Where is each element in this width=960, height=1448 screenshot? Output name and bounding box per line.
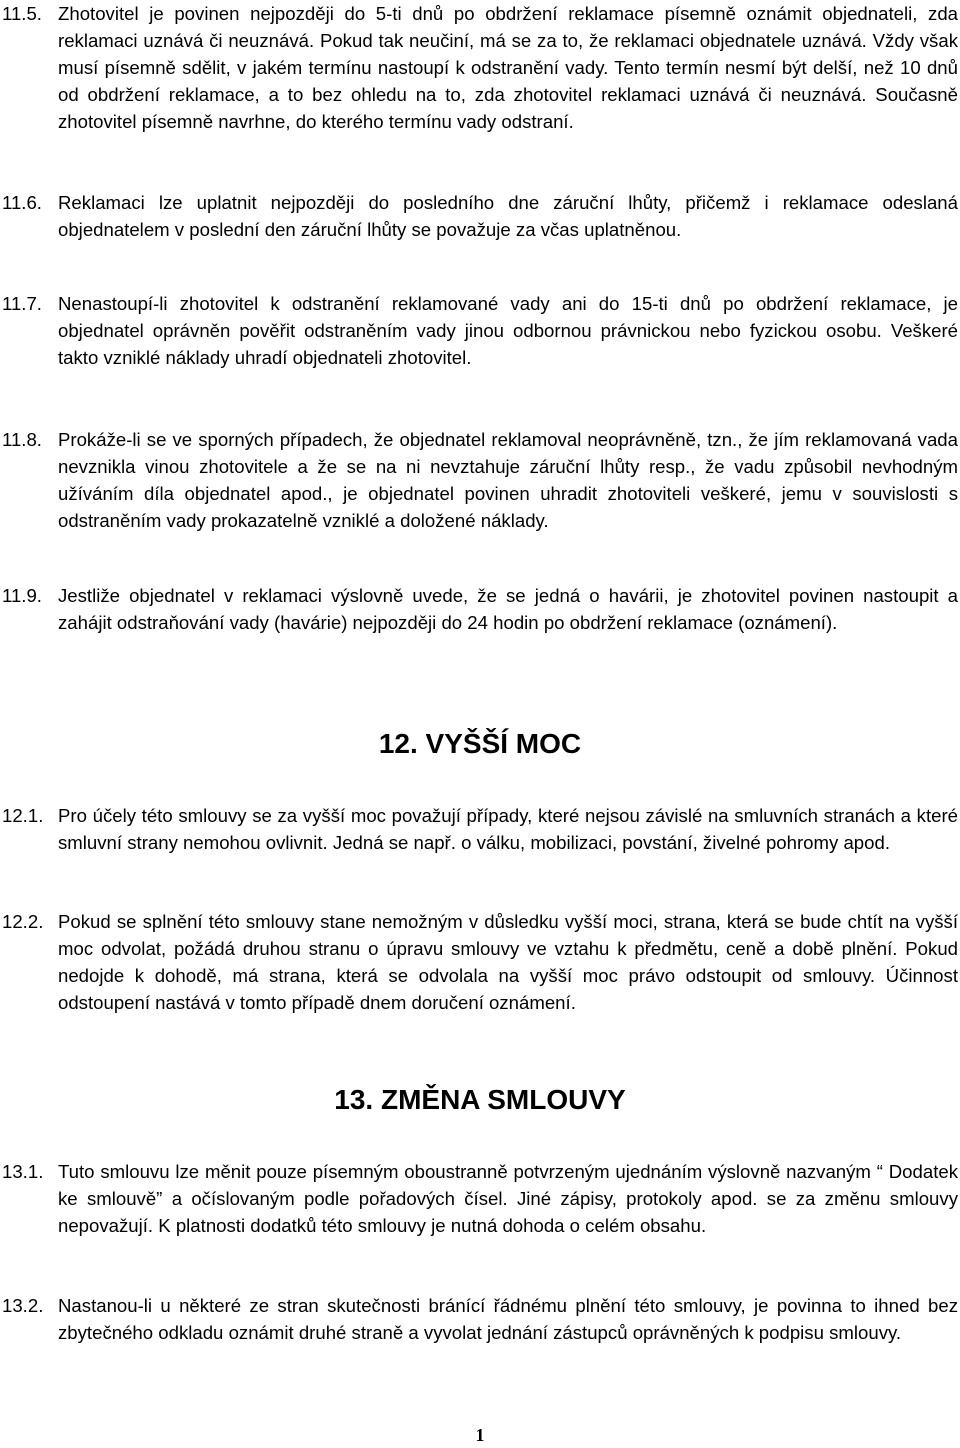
clause-text: Tuto smlouvu lze měnit pouze písemným oboustranně potvrzeným ujednáním výslovně nazvaným “ Dodatek ke smlouvě” a očíslovaným podle pořadových čísel. Jiné zápisy, protokoly apod. se za změnu smlouvy nepovažují. K platnosti dodatků této smlouvy je nutná dohoda o celém obsahu. xyxy=(58,1161,958,1236)
clause-11-9 xyxy=(0,582,960,636)
clause-text: Reklamaci lze uplatnit nejpozději do posledního dne záruční lhůty, přičemž i reklamace odeslaná objednatelem v poslední den záruční lhůty se považuje za včas uplatněnou. xyxy=(58,192,958,240)
clause-text: Pro účely této smlouvy se za vyšší moc považují případy, které nejsou závislé na smluvních stranách a které smluvní strany nemohou ovlivnit. Jedná se např. o válku, mobilizaci, povstání, živelné pohromy apod. xyxy=(58,805,958,853)
clause-11-7 xyxy=(0,290,960,371)
clause-text: Nastanou-li u některé ze stran skutečnosti bránící řádnému plnění této smlouvy, je povinna to ihned bez zbytečného odkladu oznámit druhé straně a vyvolat jednání zástupců oprávněných k podpisu smlouvy. xyxy=(58,1295,958,1343)
clause-text: Jestliže objednatel v reklamaci výslovně uvede, že se jedná o havárii, je zhotovitel povinen nastoupit a zahájit odstraňování vady (havárie) nejpozději do 24 hodin po obdržení reklamace (oznámení). xyxy=(58,585,958,633)
clause-text: Nenastoupí-li zhotovitel k odstranění reklamované vady ani do 15-ti dnů po obdržení reklamace, je objednatel oprávněn pověřit odstraněním vady jinou odbornou právnickou nebo fyzickou osobu. Veškeré takto vzniklé náklady uhradí objednateli zhotovitel. xyxy=(58,293,958,368)
clause-number: 11.5. xyxy=(2,3,42,24)
clause-11-8 xyxy=(0,426,960,534)
section-heading-13: 13. ZMĚNA SMLOUVY xyxy=(334,1084,626,1115)
clause-number: 11.6. xyxy=(2,192,42,213)
clause-number: 11.8. xyxy=(2,429,42,450)
clause-number: 11.9. xyxy=(2,585,42,606)
clause-13-1 xyxy=(0,1158,960,1239)
clause-12-2 xyxy=(0,908,960,1016)
clause-text: Prokáže-li se ve sporných případech, že objednatel reklamoval neoprávněně, tzn., že jím reklamovaná vada nevznikla vinou zhotovitele a že se na ni nevztahuje záruční lhůty resp., že vadu způsobil nevhodným užíváním díla objednatel apod., je objednatel povinen uhradit zhotoviteli veškeré, jemu v souvislosti s odstraněním vady prokazatelně vzniklé a doložené náklady. xyxy=(58,429,958,531)
clause-text: Zhotovitel je povinen nejpozději do 5-ti dnů po obdržení reklamace písemně oznámit objednateli, zda reklamaci uznává či neuznává. Pokud tak neučiní, má se za to, že reklamaci objednatele uznává. Vždy však musí písemně sdělit, v jakém termínu nastoupí k odstranění vady. Tento termín nesmí být delší, než 10 dnů od obdržení reklamace, a to bez ohledu na to, zda zhotovitel reklamaci uznává či neuznává. Současně zhotovitel písemně navrhne, do kterého termínu vady odstraní. xyxy=(58,3,958,132)
section-heading-12: 12. VYŠŠÍ MOC xyxy=(378,728,582,759)
clause-number: 12.1. xyxy=(2,805,44,826)
clause-number: 12.2. xyxy=(2,911,44,932)
clause-13-2 xyxy=(0,1292,960,1346)
clause-text: Pokud se splnění této smlouvy stane nemožným v důsledku vyšší moci, strana, která se bude chtít na vyšší moc odvolat, požádá druhou stranu o úpravu smlouvy ve vztahu k předmětu, ceně a době plnění. Pokud nedojde k dohodě, má strana, která se odvolala na vyšší moc právo odstoupit od smlouvy. Účinnost odstoupení nastává v tomto případě dnem doručení oznámení. xyxy=(58,911,958,1013)
clause-number: 13.1. xyxy=(2,1161,44,1182)
clause-number: 11.7. xyxy=(2,293,42,314)
clause-11-6 xyxy=(0,189,960,243)
clause-11-5 xyxy=(0,0,960,135)
clause-12-1 xyxy=(0,802,960,856)
page-number: 1 xyxy=(475,1425,485,1445)
clause-number: 13.2. xyxy=(2,1295,44,1316)
